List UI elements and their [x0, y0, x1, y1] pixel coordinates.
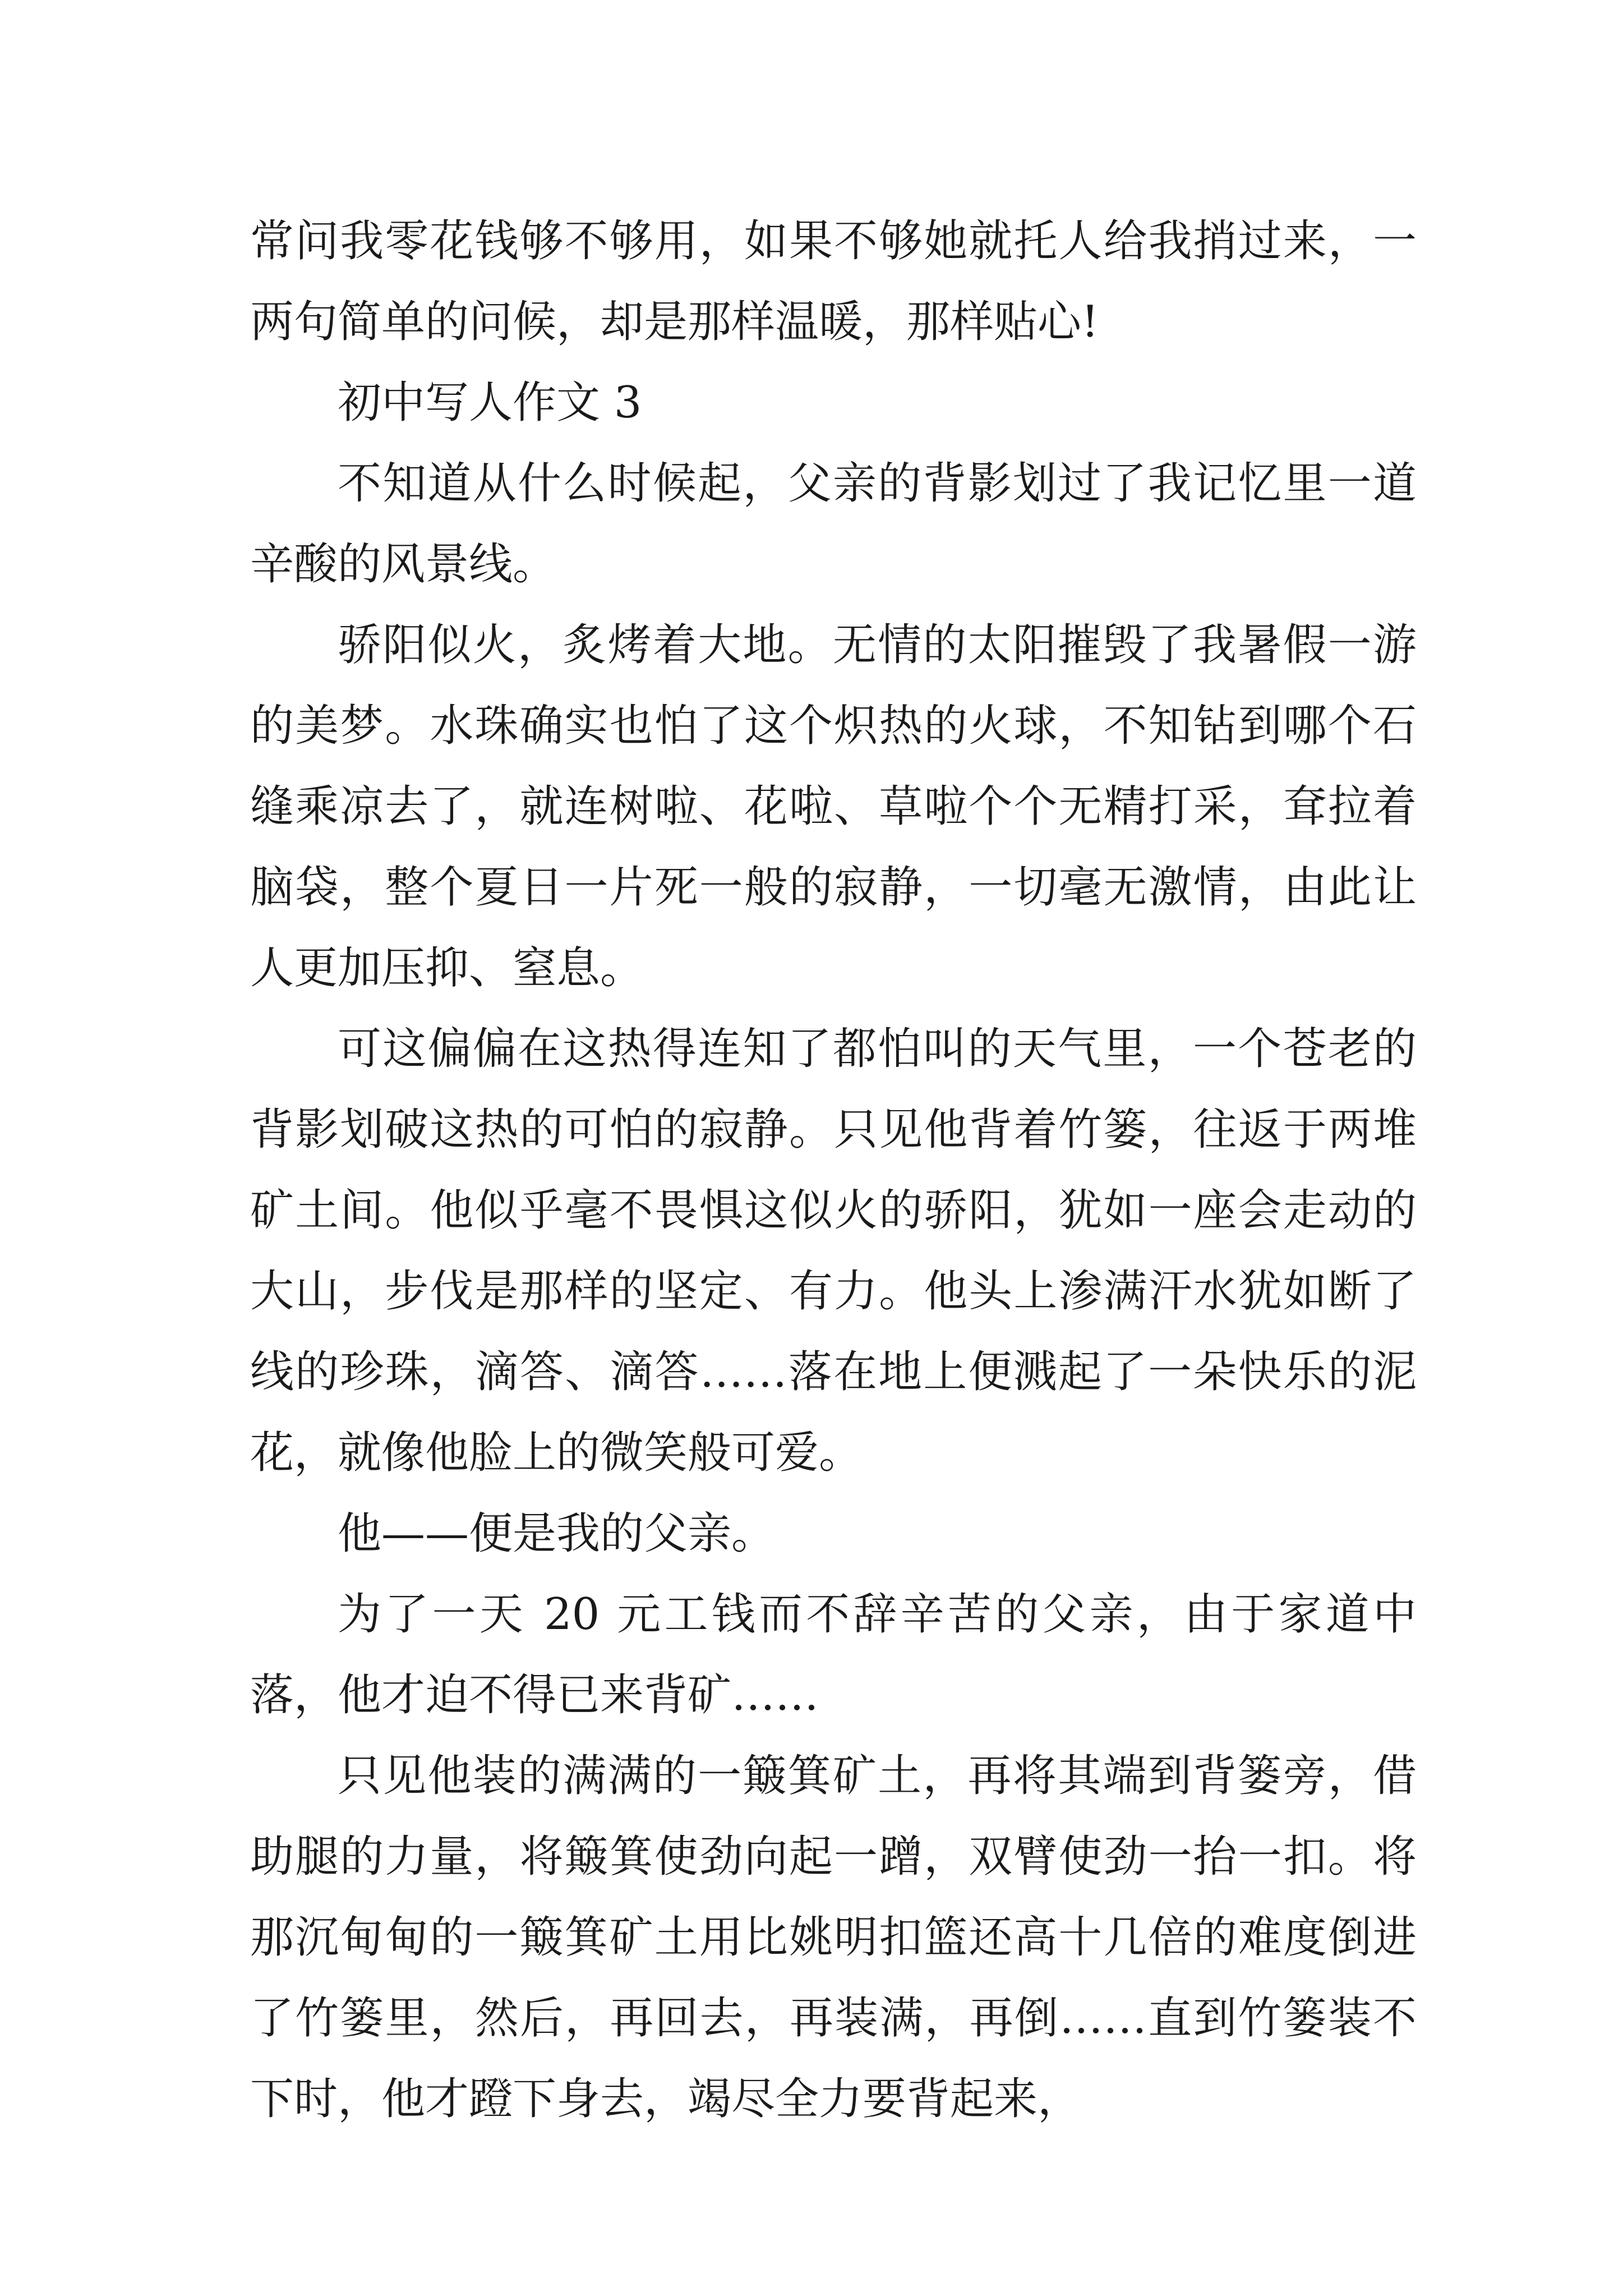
paragraph-father-reveal: 他——便是我的父亲。	[338, 1508, 776, 1559]
paragraph-wages: 为了一天 20 元工钱而不辞辛苦的父亲，由于家道中落，他才迫不得已来背矿……	[250, 1589, 1417, 1720]
essay-heading: 初中写人作文 3	[338, 378, 642, 428]
paragraph-old-figure: 可这偏偏在这热得连知了都怕叫的天气里，一个苍老的背影划破这热的可怕的寂静。只见他背着竹篓，往返于两堆矿土间。他似乎毫不畏惧这似火的骄阳，犹如一座会走动的大山，步伐是那样的坚定、有力。他头上渗满汗水犹如断了线的珍珠，滴答、滴答……落在地上便溅起了一朵快乐的泥花，就像他脸上的微笑般可爱。	[250, 1024, 1417, 1478]
paragraph-opening: 不知道从什么时候起，父亲的背影划过了我记忆里一道辛酸的风景线。	[250, 458, 1417, 590]
paragraph-continuation: 常问我零花钱够不够用，如果不够她就托人给我捎过来，一两句简单的问候，却是那样温暖，那样贴心!	[250, 216, 1417, 347]
paragraph-summer-heat: 骄阳似火，炙烤着大地。无情的太阳摧毁了我暑假一游的美梦。水珠确实也怕了这个炽热的火球，不知钻到哪个石缝乘凉去了，就连树啦、花啦、草啦个个无精打采，耷拉着脑袋，整个夏日一片死一般的寂静，一切毫无激情，由此让人更加压抑、窒息。	[250, 620, 1417, 993]
essay-body	[250, 201, 1417, 2139]
paragraph-labor: 只见他装的满满的一簸箕矿土，再将其端到背篓旁，借助腿的力量，将簸箕使劲向起一蹭，双臂使劲一抬一扣。将那沉甸甸的一簸箕矿土用比姚明扣篮还高十几倍的难度倒进了竹篓里，然后，再回去，再装满，再倒……直到竹篓装不下时，他才蹬下身去，竭尽全力要背起来，	[250, 1751, 1417, 2124]
